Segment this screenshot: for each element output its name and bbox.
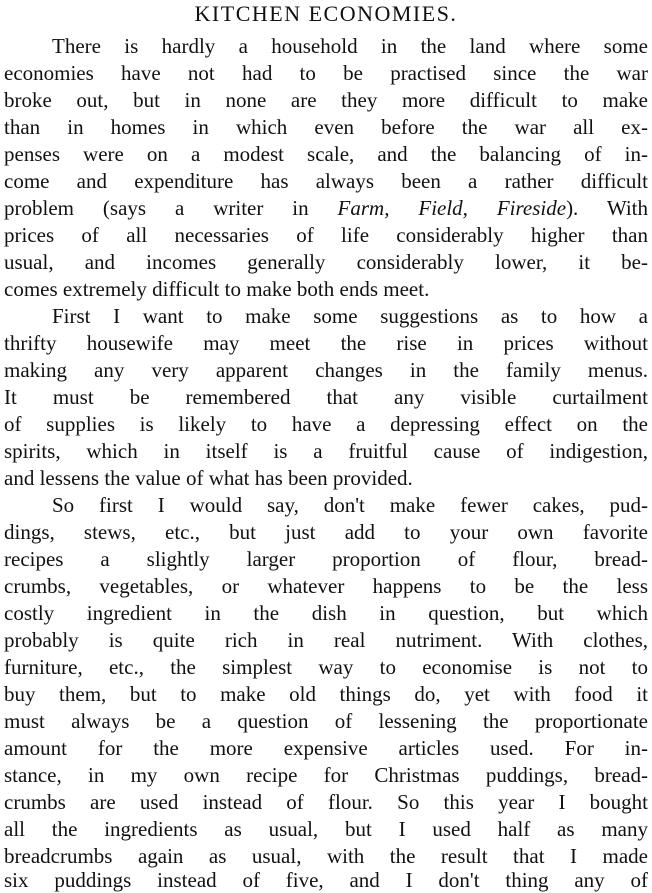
text-line: usual, and incomes generally considerably lower, it be- <box>4 250 648 274</box>
text-line: broke out, but in none are they more difficult to make <box>4 88 648 112</box>
text-line: crumbs, vegetables, or whatever happens to be the less <box>4 574 648 598</box>
text-line: spirits, which in itself is a fruitful cause of indigestion, <box>4 439 648 463</box>
text-line: prices of all necessaries of life considerably higher than <box>4 223 648 247</box>
text-line: six puddings instead of five, and I don't thing any of <box>4 868 648 892</box>
text-line: It must be remembered that any visible curtailment <box>4 385 648 409</box>
text-line: comes extremely difficult to make both ends meet. <box>4 277 430 301</box>
text-line: must always be a question of lessening the proportionate <box>4 709 648 733</box>
text-line: dings, stews, etc., but just add to your own favorite <box>4 520 648 544</box>
text-line: stance, in my own recipe for Christmas puddings, bread- <box>4 763 648 787</box>
text-line: furniture, etc., the simplest way to economise is not to <box>4 655 648 679</box>
text-line: costly ingredient in the dish in question, but which <box>4 601 648 625</box>
text-line: and lessens the value of what has been provided. <box>4 466 413 490</box>
text-line: recipes a slightly larger proportion of flour, bread- <box>4 547 648 571</box>
text-line: of supplies is likely to have a depressing effect on the <box>4 412 648 436</box>
text-line: breadcrumbs again as usual, with the result that I made <box>4 844 648 868</box>
text-line: So first I would say, don't make fewer cakes, pud- <box>52 493 648 517</box>
text-line: First I want to make some suggestions as to how a <box>52 304 648 328</box>
source-publication: Farm, Field, Fireside <box>337 196 567 220</box>
text-line: penses were on a modest scale, and the balancing of in- <box>4 142 648 166</box>
text-line: There is hardly a household in the land where some <box>52 34 648 58</box>
text-line: all the ingredients as usual, but I used half as many <box>4 817 648 841</box>
text-line: economies have not had to be practised since the war <box>4 61 648 85</box>
text-line: amount for the more expensive articles used. For in- <box>4 736 648 760</box>
article-title: KITCHEN ECONOMIES. <box>194 1 458 26</box>
text-line: than in homes in which even before the war all ex- <box>4 115 648 139</box>
text-line: buy them, but to make old things do, yet with food it <box>4 682 648 706</box>
text-line: crumbs are used instead of flour. So this year I bought <box>4 790 648 814</box>
text-line: making any very apparent changes in the family menus. <box>4 358 648 382</box>
text-line: thrifty housewife may meet the rise in prices without <box>4 331 648 355</box>
text-line: probably is quite rich in real nutriment. With clothes, <box>4 628 648 652</box>
text-line-with-source: problem (says a writer in Farm, Field, Fireside). With <box>4 196 648 220</box>
text-line: come and expenditure has always been a rather difficult <box>4 169 648 193</box>
